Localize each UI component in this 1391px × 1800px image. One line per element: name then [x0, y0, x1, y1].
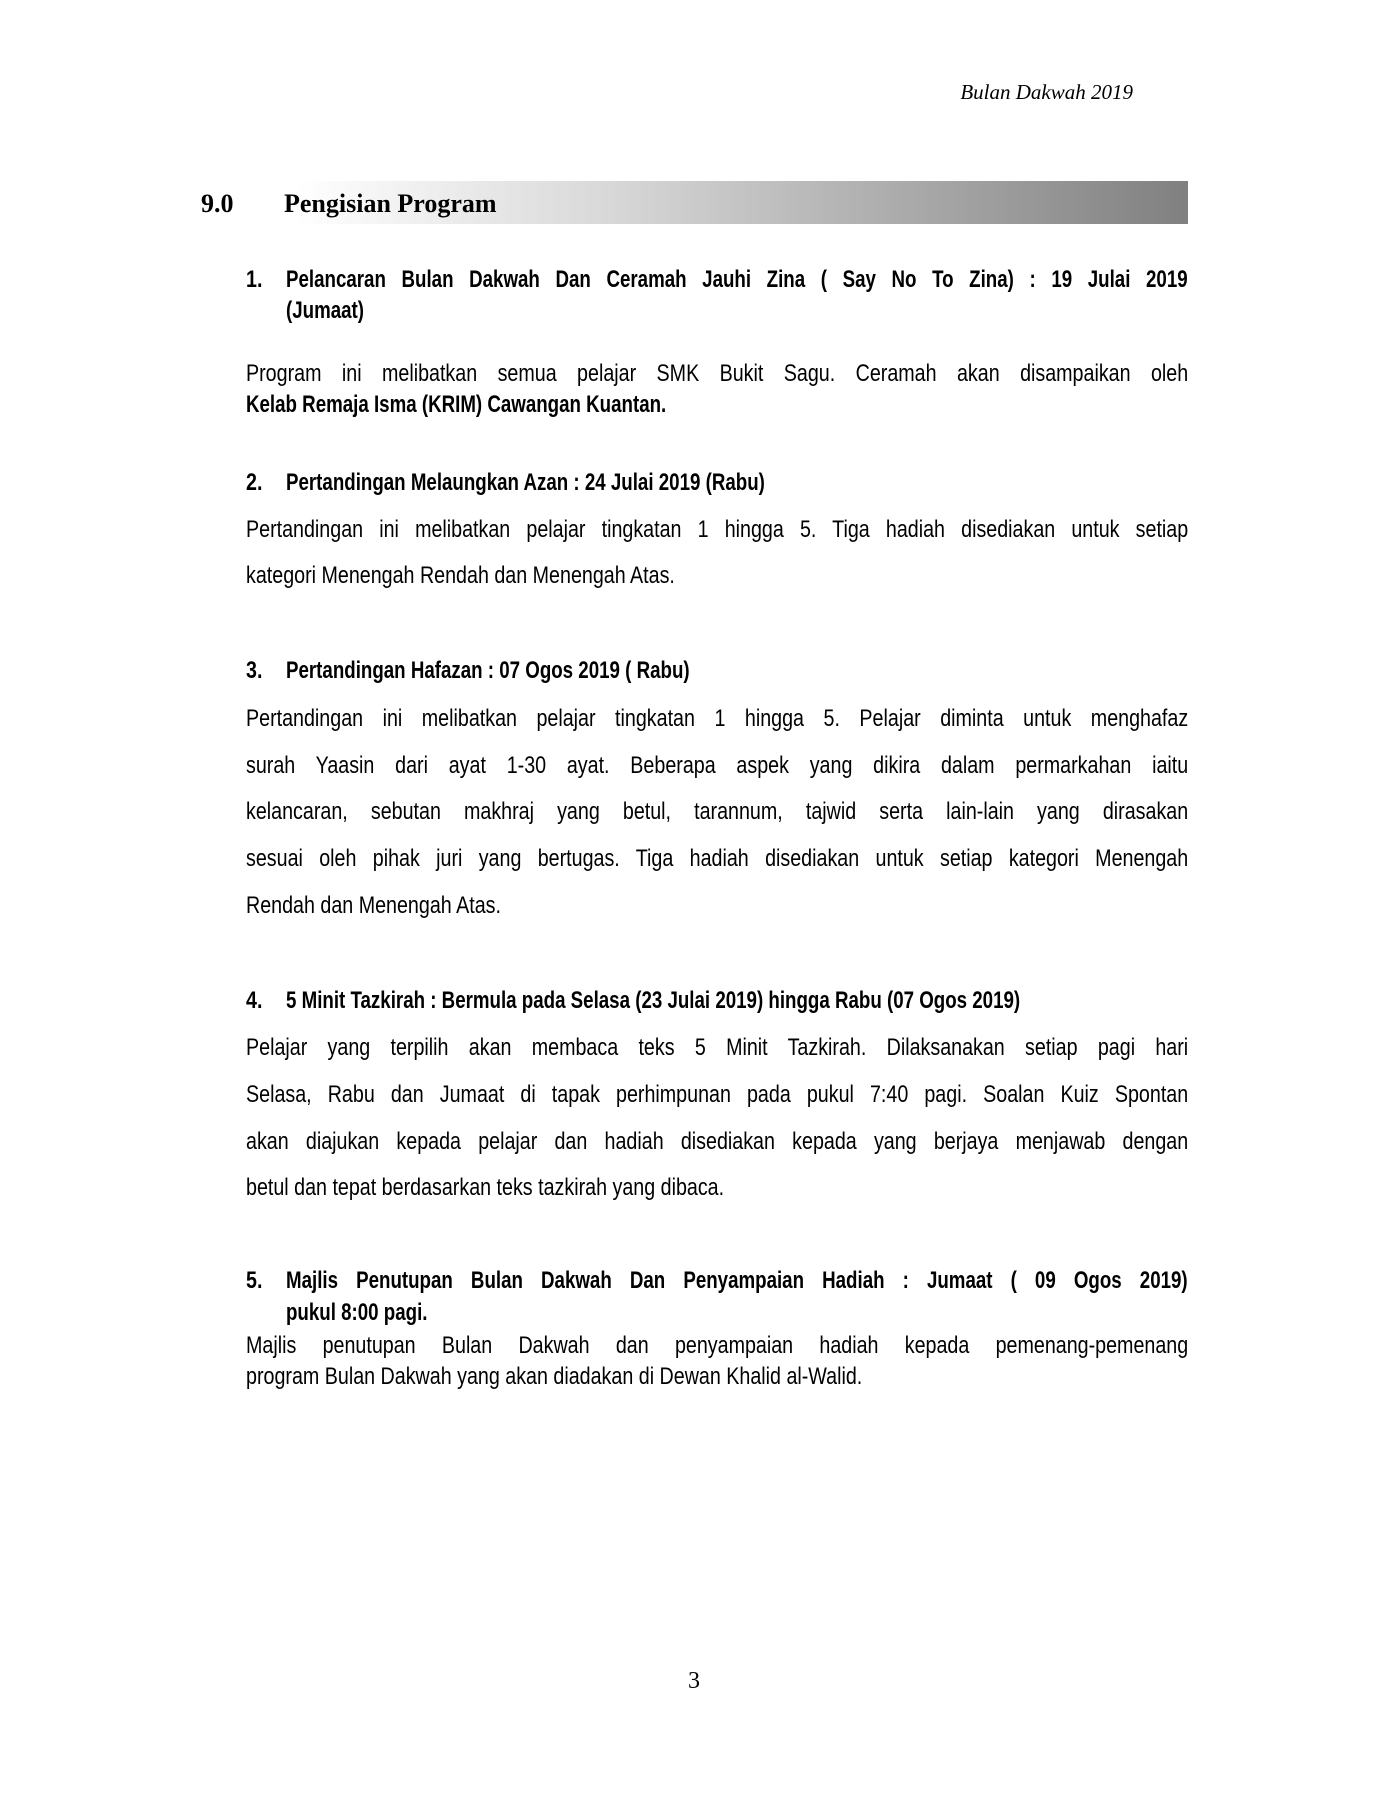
item-body-line — [246, 798, 1188, 828]
item-heading-text: 5 Minit Tazkirah : Bermula pada Selasa (23 Julai 2019) hingga Rabu (07 Ogos 2019) — [286, 987, 1021, 1014]
item-body-text: Rendah dan Menengah Atas. — [246, 892, 501, 919]
item-body-line — [246, 752, 1188, 782]
item-heading-line — [286, 1267, 1188, 1297]
item-body-text: Kelab Remaja Isma (KRIM) Cawangan Kuantan. — [246, 391, 667, 418]
item-heading-line — [286, 266, 1188, 296]
item-body-line — [246, 516, 1188, 546]
item-body-line — [246, 1363, 1188, 1393]
item-body-text: Pertandingan ini melibatkan pelajar tingkatan 1 hingga 5. Pelajar diminta untuk menghafaz — [246, 705, 1189, 732]
page-number: 3 — [688, 1668, 700, 1694]
item-heading-line — [286, 297, 1188, 327]
item-number: 3. — [246, 657, 263, 684]
item-body-text: Majlis penutupan Bulan Dakwah dan penyampaian hadiah kepada pemenang-pemenang — [246, 1332, 1189, 1359]
item-heading-text: Majlis Penutupan Bulan Dakwah Dan Penyampaian Hadiah : Jumaat ( 09 Ogos 2019) — [286, 1267, 1188, 1294]
item-body-text: kelancaran, sebutan makhraj yang betul, tarannum, tajwid serta lain-lain yang dirasakan — [246, 798, 1189, 825]
item-heading-line — [286, 1299, 1188, 1329]
item-body-line — [246, 391, 1188, 421]
item-body-text: surah Yaasin dari ayat 1-30 ayat. Beberapa aspek yang dikira dalam permarkahan iaitu — [246, 752, 1189, 779]
item-number: 2. — [246, 469, 263, 496]
item-number: 1. — [246, 266, 263, 293]
item-heading-text: (Jumaat) — [286, 297, 365, 324]
section-title: Pengisian Program — [284, 189, 497, 218]
item-body-text: Program ini melibatkan semua pelajar SMK Bukit Sagu. Ceramah akan disampaikan oleh — [246, 360, 1189, 387]
item-body-line — [246, 1034, 1188, 1064]
item-number: 5. — [246, 1267, 263, 1294]
item-body-line — [246, 892, 1188, 922]
item-body-line — [246, 1081, 1188, 1111]
item-body-text: program Bulan Dakwah yang akan diadakan di Dewan Khalid al-Walid. — [246, 1363, 863, 1390]
item-body-text: akan diajukan kepada pelajar dan hadiah disediakan kepada yang berjaya menjawab dengan — [246, 1128, 1189, 1155]
running-header: Bulan Dakwah 2019 — [960, 80, 1133, 104]
item-body-line — [246, 562, 1188, 592]
item-heading-text: Pertandingan Hafazan : 07 Ogos 2019 ( Rabu) — [286, 657, 690, 684]
item-body-text: Selasa, Rabu dan Jumaat di tapak perhimpunan pada pukul 7:40 pagi. Soalan Kuiz Spontan — [246, 1081, 1189, 1108]
item-heading-text: Pertandingan Melaungkan Azan : 24 Julai 2019 (Rabu) — [286, 469, 765, 496]
item-body-text: sesuai oleh pihak juri yang bertugas. Tiga hadiah disediakan untuk setiap kategori Menengah — [246, 845, 1189, 872]
item-body-text: kategori Menengah Rendah dan Menengah Atas. — [246, 562, 675, 589]
item-body-line — [246, 1174, 1188, 1204]
item-body-line — [246, 1128, 1188, 1158]
item-body-text: betul dan tepat berdasarkan teks tazkirah yang dibaca. — [246, 1174, 725, 1201]
item-heading-text: Pelancaran Bulan Dakwah Dan Ceramah Jauhi Zina ( Say No To Zina) : 19 Julai 2019 — [286, 266, 1188, 293]
item-heading-line — [286, 987, 1188, 1017]
item-heading-text: pukul 8:00 pagi. — [286, 1299, 428, 1326]
item-body-text: Pertandingan ini melibatkan pelajar tingkatan 1 hingga 5. Tiga hadiah disediakan untuk setiap — [246, 516, 1189, 543]
item-body-line — [246, 360, 1188, 390]
item-body-line — [246, 705, 1188, 735]
item-body-text: Pelajar yang terpilih akan membaca teks 5 Minit Tazkirah. Dilaksanakan setiap pagi hari — [246, 1034, 1189, 1061]
item-body-line — [246, 1332, 1188, 1362]
section-number: 9.0 — [201, 189, 234, 218]
item-number: 4. — [246, 987, 263, 1014]
item-heading-line — [286, 657, 1188, 687]
item-heading-line — [286, 469, 1188, 499]
item-body-line — [246, 845, 1188, 875]
